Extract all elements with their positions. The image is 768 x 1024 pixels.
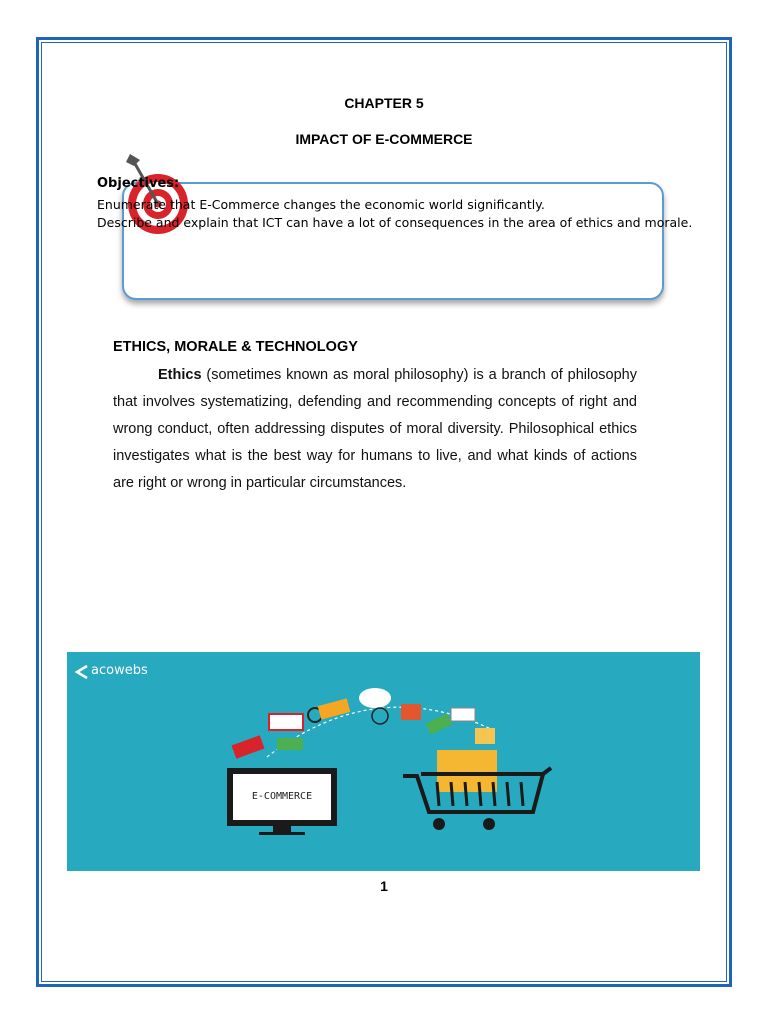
money-icon bbox=[277, 738, 303, 750]
cash-icon bbox=[426, 713, 453, 734]
chapter-title: IMPACT OF E-COMMERCE bbox=[295, 131, 473, 147]
shopping-bag-icon bbox=[437, 750, 497, 792]
ethics-paragraph bbox=[113, 362, 637, 497]
logo-text: acowebs bbox=[91, 663, 148, 678]
objectives-heading: Objectives: bbox=[97, 176, 180, 191]
basket-icon bbox=[269, 714, 303, 730]
objective-item-1: Enumerate that E-Commerce changes the economic world significantly. bbox=[97, 197, 545, 212]
mail-icon bbox=[451, 708, 475, 721]
globe-icon bbox=[372, 708, 388, 724]
objective-item-2: Describe and explain that ICT can have a lot of consequences in the area of ethics and morale. bbox=[97, 215, 693, 230]
shop-icon bbox=[232, 735, 265, 758]
chapter-label: CHAPTER 5 bbox=[344, 95, 424, 111]
ethics-term: Ethics bbox=[158, 367, 202, 383]
logo-chevron-icon bbox=[77, 666, 87, 678]
cloud-icon bbox=[359, 688, 391, 708]
card-icon bbox=[318, 698, 351, 719]
ethics-definition: (sometimes known as moral philosophy) is a branch of philosophy that involves systematizing, defending and recommending concepts of right and wrong conduct, often addressing disputes of moral diversity. Philosophical ethics investigates what is the best way for humans to live, and what kinds of actions are right or wrong in particular circumstances. bbox=[113, 367, 637, 491]
box-icon bbox=[475, 728, 495, 744]
section-heading: ETHICS, MORALE & TECHNOLOGY bbox=[113, 339, 358, 355]
monitor-label: E-COMMERCE bbox=[251, 791, 313, 802]
gift-icon bbox=[401, 704, 421, 720]
page-number: 1 bbox=[380, 878, 388, 894]
ecommerce-banner bbox=[67, 652, 700, 871]
ecommerce-illustration bbox=[67, 652, 700, 871]
